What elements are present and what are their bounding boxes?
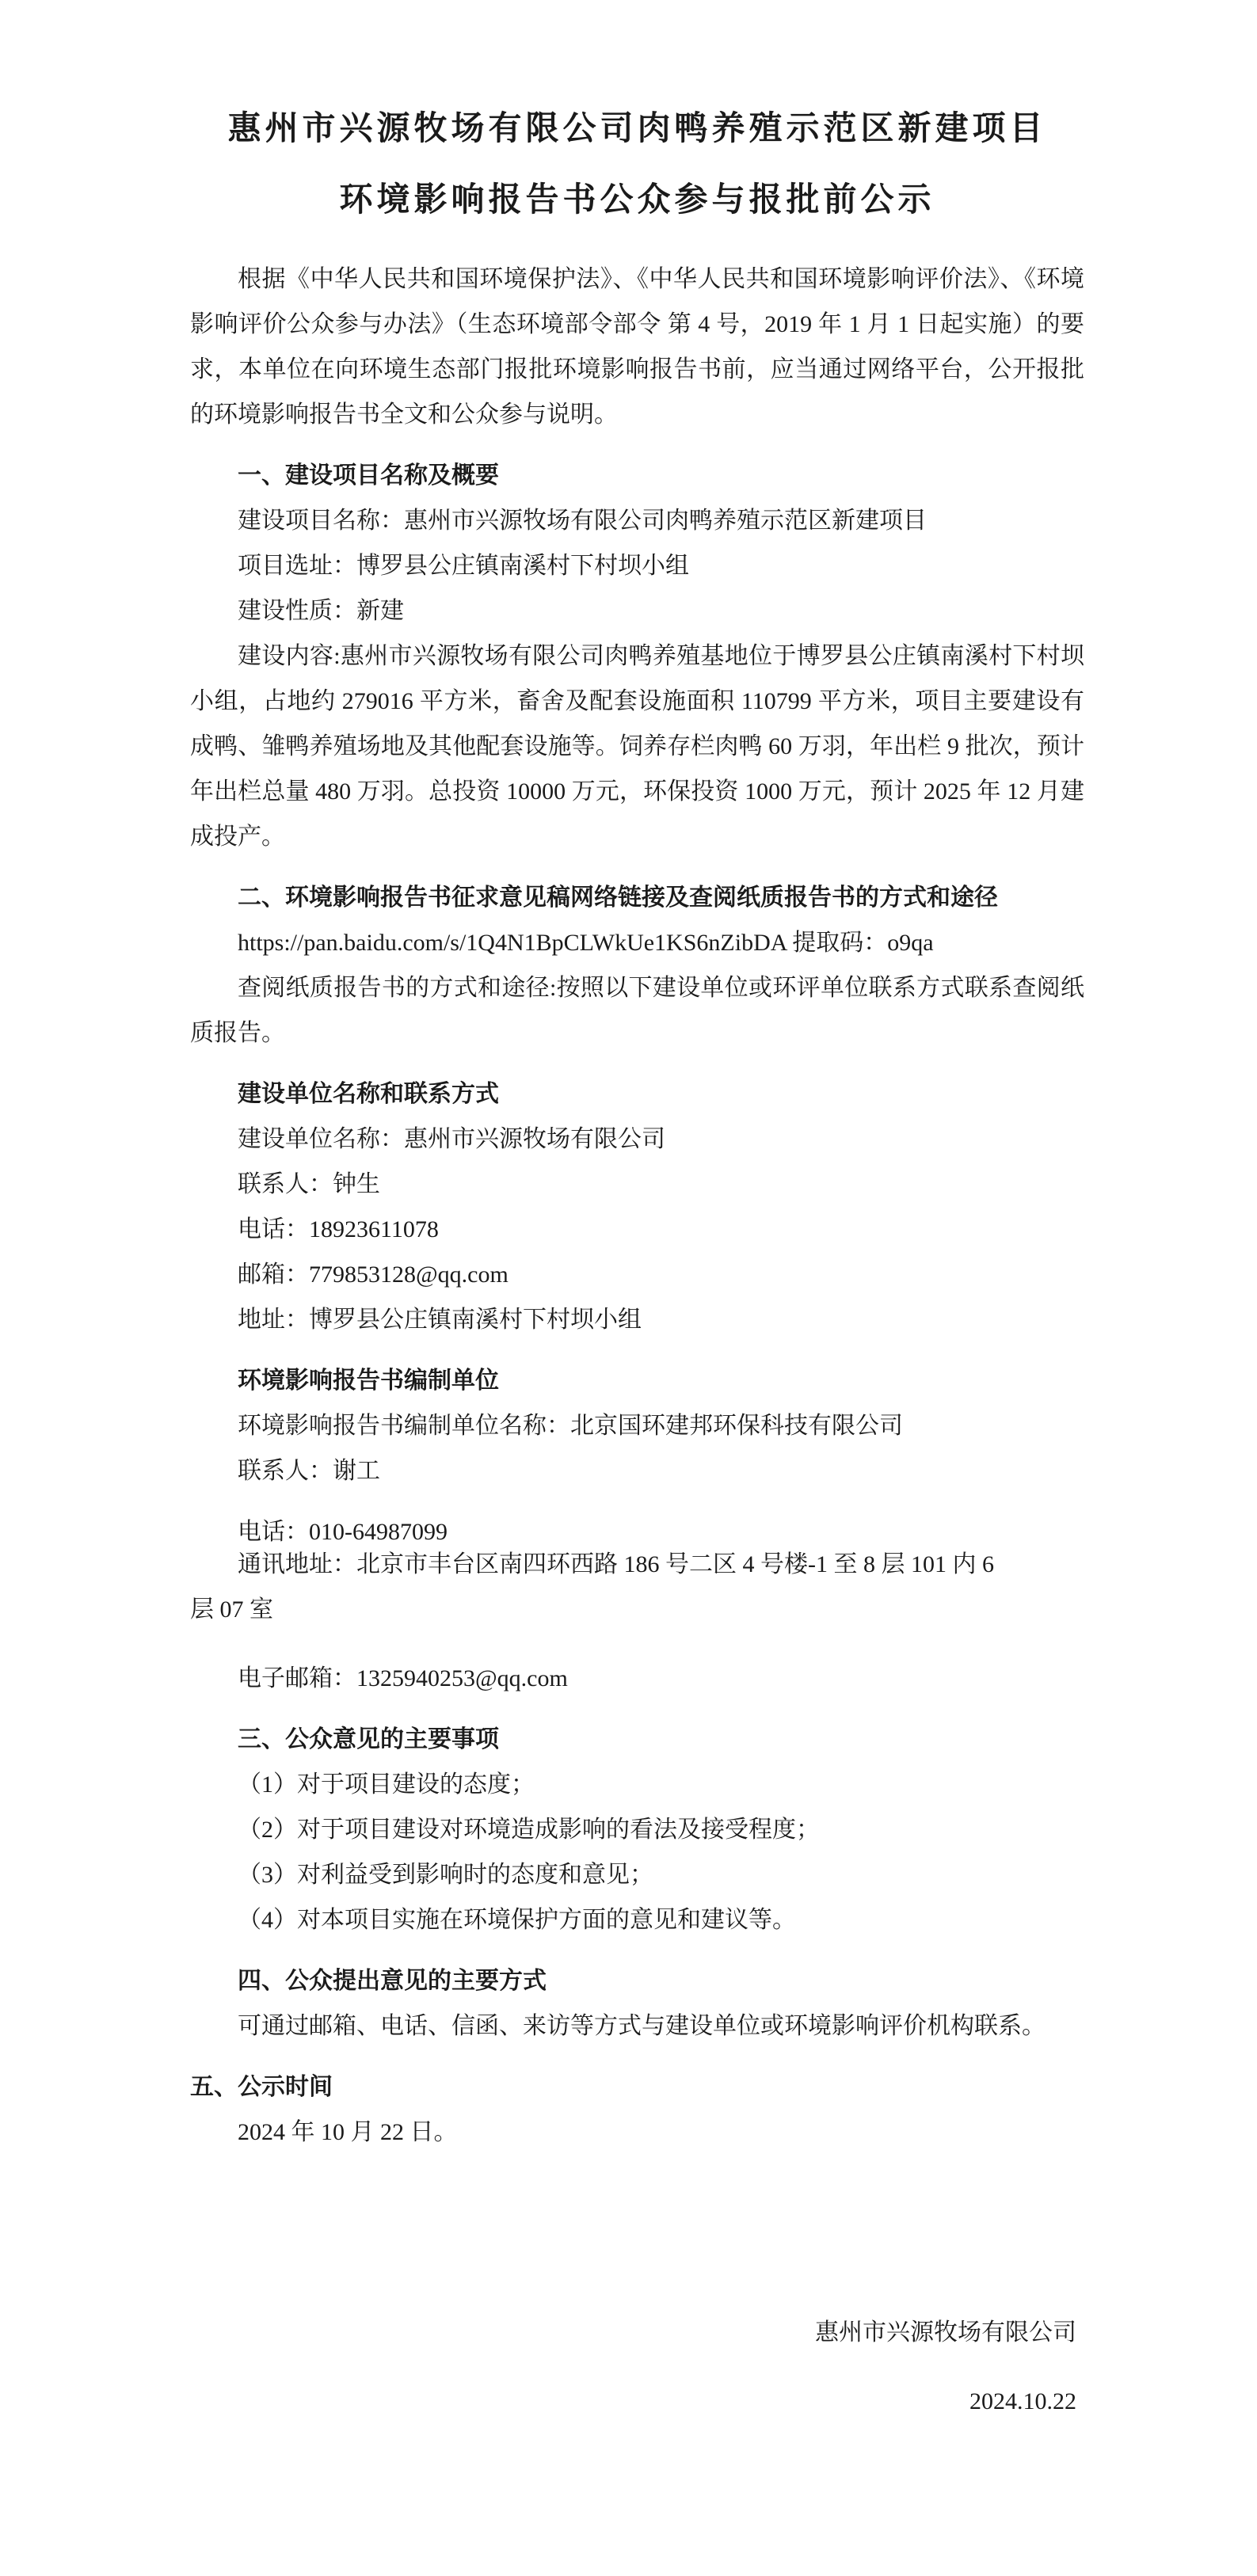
owner-address-line: 地址：博罗县公庄镇南溪村下村坝小组 [238,1307,642,1333]
footer-date: 2024.10.22 [969,2388,1076,2414]
opinion-item-2: （2）对于项目建设对环境造成影响的看法及接受程度； [238,1817,820,1843]
opinion-item-4: （4）对本项目实施在环境保护方面的意见和建议等。 [238,1907,796,1933]
eia-email-line: 电子邮箱：1325940253@qq.com [238,1665,568,1691]
eia-phone-line: 电话：010-64987099 [238,1519,448,1545]
document-title [190,93,1084,236]
publicity-date-line: 2024 年 10 月 22 日。 [238,2119,458,2145]
section-1-heading: 一、建设项目名称及概要 [238,462,499,489]
project-content-paragraph: 建设内容:惠州市兴源牧场有限公司肉鸭养殖基地位于博罗县公庄镇南溪村下村坝小组，占地约 279016 平方米，畜舍及配套设施面积 110799 平方米，项目主要建设有成鸭、雏鸭养殖场地及其他配套设施等。饲养存栏肉鸭 60 万羽，年出栏 9 批次，预计年出栏总量 480 万羽。总投资 10000 万元，环保投资 1000 万元，预计 2025 年 12 月建成投产。 [190,643,1084,850]
eia-contact-person-line: 联系人：谢工 [238,1458,380,1484]
opinion-item-1: （1）对于项目建设的态度； [238,1771,535,1798]
paper-report-access-paragraph: 查阅纸质报告书的方式和途径:按照以下建设单位或环评单位联系方式联系查阅纸质报告。 [190,975,1084,1046]
opinion-item-3: （3）对利益受到影响时的态度和意见； [238,1862,653,1888]
intro-paragraph: 根据《中华人民共和国环境保护法》、《中华人民共和国环境影响评价法》、《环境影响评价公众参与办法》（生态环境部令部令 第 4 号，2019 年 1 月 1 日起实施）的要求，本单位在向环境生态部门报批环境影响报告书前，应当通过网络平台，公开报批的环境影响报告书全文和公众参与说明。 [190,266,1084,428]
eia-agency-heading: 环境影响报告书编制单位 [238,1368,499,1394]
report-link-line: https://pan.baidu.com/s/1Q4N1BpCLWkUe1KS6nZibDA 提取码：o9qa [238,930,934,956]
project-site-line: 项目选址：博罗县公庄镇南溪村下村坝小组 [238,553,689,579]
footer-company-signature: 惠州市兴源牧场有限公司 [815,2319,1076,2346]
section-4-heading: 四、公众提出意见的主要方式 [238,1968,547,1994]
eia-agency-name-line: 环境影响报告书编制单位名称：北京国环建邦环保科技有限公司 [238,1413,903,1439]
eia-postal-address-continuation: 层 07 室 [190,1596,273,1623]
title-line-2: 环境影响报告书公众参与报批前公示 [339,182,935,219]
owner-contact-person-line: 联系人：钟生 [238,1171,380,1197]
section-2-heading: 二、环境影响报告书征求意见稿网络链接及查阅纸质报告书的方式和途径 [238,885,998,911]
section-5-heading: 五、公示时间 [190,2074,333,2100]
section-3-heading: 三、公众意见的主要事项 [238,1726,499,1752]
owner-contact-heading: 建设单位名称和联系方式 [238,1081,499,1107]
feedback-channels-paragraph: 可通过邮箱、电话、信函、来访等方式与建设单位或环境影响评价机构联系。 [238,2013,1046,2039]
owner-name-line: 建设单位名称：惠州市兴源牧场有限公司 [238,1126,665,1152]
project-name-line: 建设项目名称：惠州市兴源牧场有限公司肉鸭养殖示范区新建项目 [238,508,927,534]
owner-email-line: 邮箱：779853128@qq.com [238,1261,509,1288]
project-nature-line: 建设性质：新建 [238,598,404,624]
owner-phone-line: 电话：18923611078 [238,1216,439,1242]
title-line-1: 惠州市兴源牧场有限公司肉鸭养殖示范区新建项目 [227,111,1047,147]
eia-postal-address-line: 通讯地址：北京市丰台区南四环西路 186 号二区 4 号楼-1 至 8 层 101 内 6 [238,1551,994,1577]
